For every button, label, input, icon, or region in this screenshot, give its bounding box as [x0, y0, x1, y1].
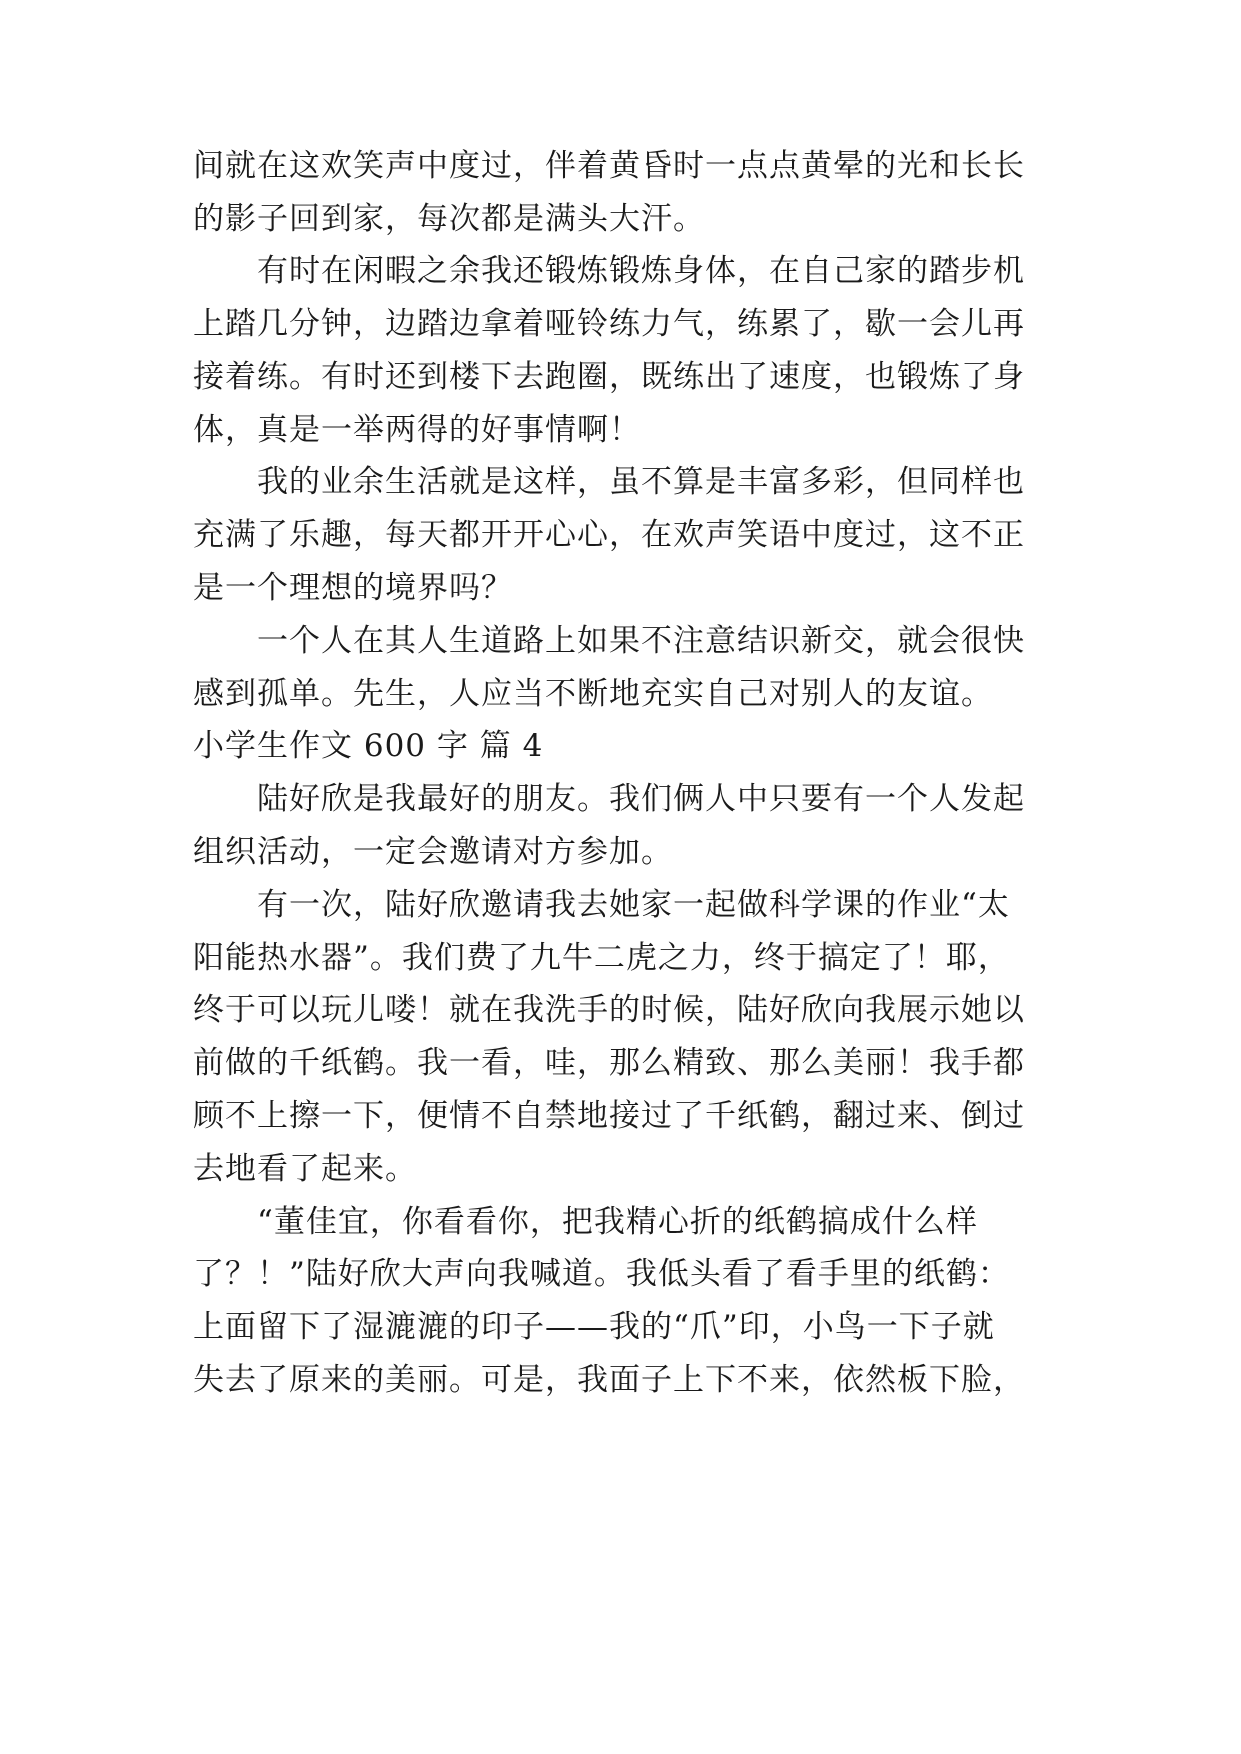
- text-line: “董佳宜，你看看你，把我精心折的纸鹤搞成什么样: [193, 1204, 978, 1240]
- text-line: 了？！”陆好欣大声向我喊道。我低头看了看手里的纸鹤：: [193, 1256, 1010, 1292]
- text-line: 是一个理想的境界吗？: [193, 570, 513, 606]
- text-line: 阳能热水器”。我们费了九牛二虎之力，终于搞定了！耶，: [193, 940, 1010, 976]
- text-line: 顾不上擦一下，便情不自禁地接过了千纸鹤，翻过来、倒过: [193, 1098, 1025, 1134]
- text-line: 去地看了起来。: [193, 1151, 417, 1187]
- section-heading: 小学生作文 600 字 篇 4: [193, 728, 544, 764]
- text-line: 间就在这欢笑声中度过，伴着黄昏时一点点黄晕的光和长长: [193, 148, 1025, 184]
- text-line: 有一次，陆好欣邀请我去她家一起做科学课的作业“太: [193, 887, 1010, 923]
- text-line: 终于可以玩儿喽！就在我洗手的时候，陆好欣向我展示她以: [193, 992, 1025, 1028]
- text-line: 感到孤单。先生，人应当不断地充实自己对别人的友谊。: [193, 676, 993, 712]
- text-line: 充满了乐趣，每天都开开心心，在欢声笑语中度过，这不正: [193, 517, 1025, 553]
- text-line: 接着练。有时还到楼下去跑圈，既练出了速度，也锻炼了身: [193, 359, 1025, 395]
- text-line: 的影子回到家，每次都是满头大汗。: [193, 201, 705, 237]
- text-line: 上踏几分钟，边踏边拿着哑铃练力气，练累了，歇一会儿再: [193, 306, 1025, 342]
- text-line: 上面留下了湿漉漉的印子——我的“爪”印，小鸟一下子就: [193, 1309, 995, 1345]
- text-line: 体，真是一举两得的好事情啊！: [193, 412, 641, 448]
- text-line: 失去了原来的美丽。可是，我面子上下不来，依然板下脸，: [193, 1362, 1025, 1398]
- text-line: 前做的千纸鹤。我一看，哇，那么精致、那么美丽！我手都: [193, 1045, 1025, 1081]
- text-line: 我的业余生活就是这样，虽不算是丰富多彩，但同样也: [193, 464, 1025, 500]
- text-line: 组织活动，一定会邀请对方参加。: [193, 834, 673, 870]
- text-line: 陆好欣是我最好的朋友。我们俩人中只要有一个人发起: [193, 781, 1025, 817]
- text-line: 一个人在其人生道路上如果不注意结识新交，就会很快: [193, 623, 1025, 659]
- text-line: 有时在闲暇之余我还锻炼锻炼身体，在自己家的踏步机: [193, 253, 1025, 289]
